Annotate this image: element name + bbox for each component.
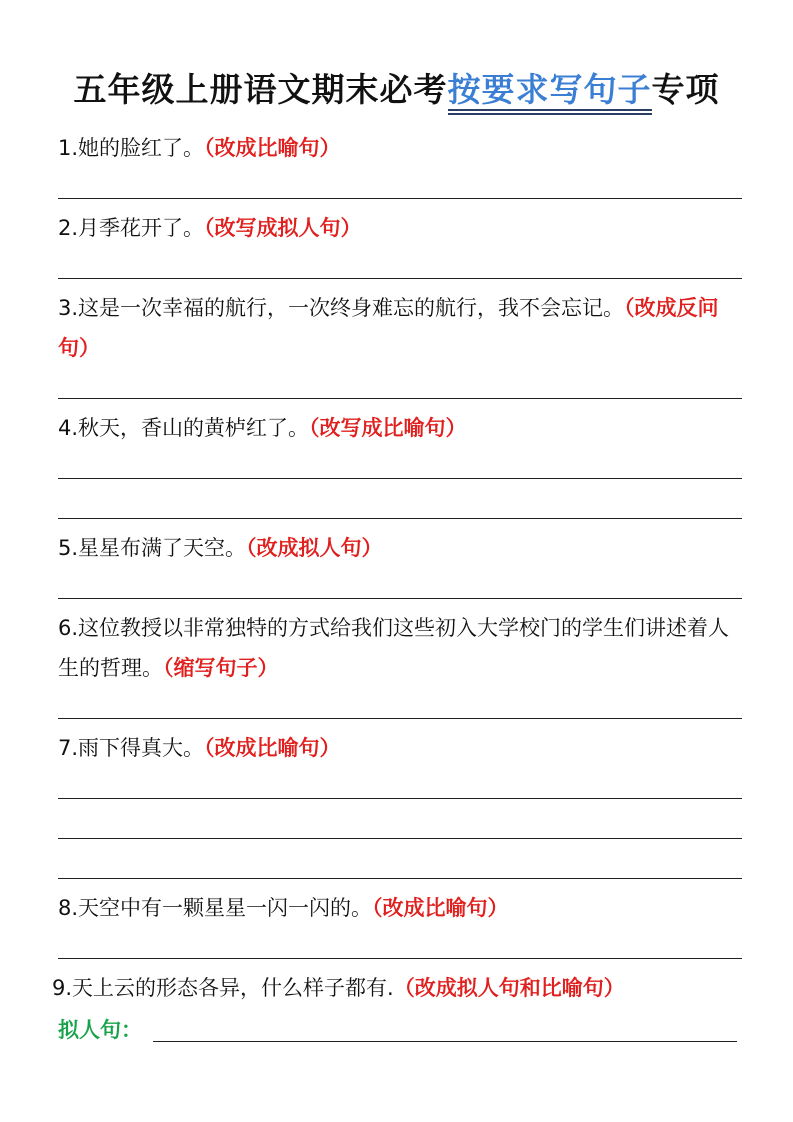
answer-line[interactable] (58, 278, 742, 279)
answer-line[interactable] (58, 478, 742, 479)
question-text: 星星布满了天空。 (78, 536, 247, 560)
question-text: 这是一次幸福的航行，一次终身难忘的航行，我不会忘记。 (78, 296, 625, 320)
question-9 (52, 968, 742, 1008)
answer-line[interactable] (58, 598, 742, 599)
answer-line[interactable] (58, 398, 742, 399)
question-4 (58, 408, 748, 448)
question-requirement: （改写成比喻句） (309, 416, 467, 440)
answer-line[interactable] (58, 838, 742, 839)
personification-label: 拟人句： (58, 1018, 142, 1042)
title-highlight: 按要求写句子 (448, 71, 652, 115)
question-number: 8. (58, 896, 79, 920)
question-requirement: （缩写句子） (163, 656, 279, 680)
title-suffix: 专项 (651, 70, 720, 109)
question-requirement: （改成反问句） (58, 296, 719, 360)
question-requirement: （改成拟人句） (246, 536, 383, 560)
page-title (0, 64, 793, 115)
answer-line[interactable] (58, 878, 742, 879)
question-requirement: （改成比喻句） (372, 896, 509, 920)
answer-line[interactable] (58, 518, 742, 519)
answer-line[interactable] (58, 958, 742, 959)
question-number: 3. (58, 296, 79, 320)
question-6 (58, 608, 748, 688)
answer-line[interactable] (153, 1041, 737, 1042)
question-number: 4. (58, 416, 79, 440)
question-requirement: （改写成拟人句） (204, 216, 362, 240)
question-text: 秋天，香山的黄栌红了。 (78, 416, 310, 440)
question-text: 月季花开了。 (78, 216, 205, 240)
question-number: 7. (58, 736, 79, 760)
title-prefix: 五年级上册语文期末必考 (73, 70, 448, 109)
answer-line[interactable] (58, 718, 742, 719)
question-text: 雨下得真大。 (78, 736, 205, 760)
question-requirement: （改成比喻句） (204, 736, 341, 760)
question-8 (58, 888, 748, 928)
question-text: 她的脸红了。 (78, 136, 205, 160)
question-2 (58, 208, 748, 248)
question-number: 6. (58, 616, 79, 640)
question-requirement: （改成比喻句） (204, 136, 341, 160)
question-7 (58, 728, 748, 768)
question-text: 这位教授以非常独特的方式给我们这些初入大学校门的学生们讲述着人生的哲理。 (58, 616, 730, 680)
question-1 (58, 128, 748, 168)
question-requirement: （改成拟人句和比喻句） (393, 976, 625, 1000)
question-number: 5. (58, 536, 79, 560)
question-number: 2. (58, 216, 79, 240)
answer-line[interactable] (58, 798, 742, 799)
question-5 (58, 528, 748, 568)
question-number: 9. (52, 976, 73, 1000)
question-text: 天上云的形态各异，什么样子都有. (72, 976, 394, 1000)
question-text: 天空中有一颗星星一闪一闪的。 (78, 896, 373, 920)
answer-line[interactable] (58, 198, 742, 199)
question-number: 1. (58, 136, 79, 160)
question-3 (58, 288, 748, 368)
